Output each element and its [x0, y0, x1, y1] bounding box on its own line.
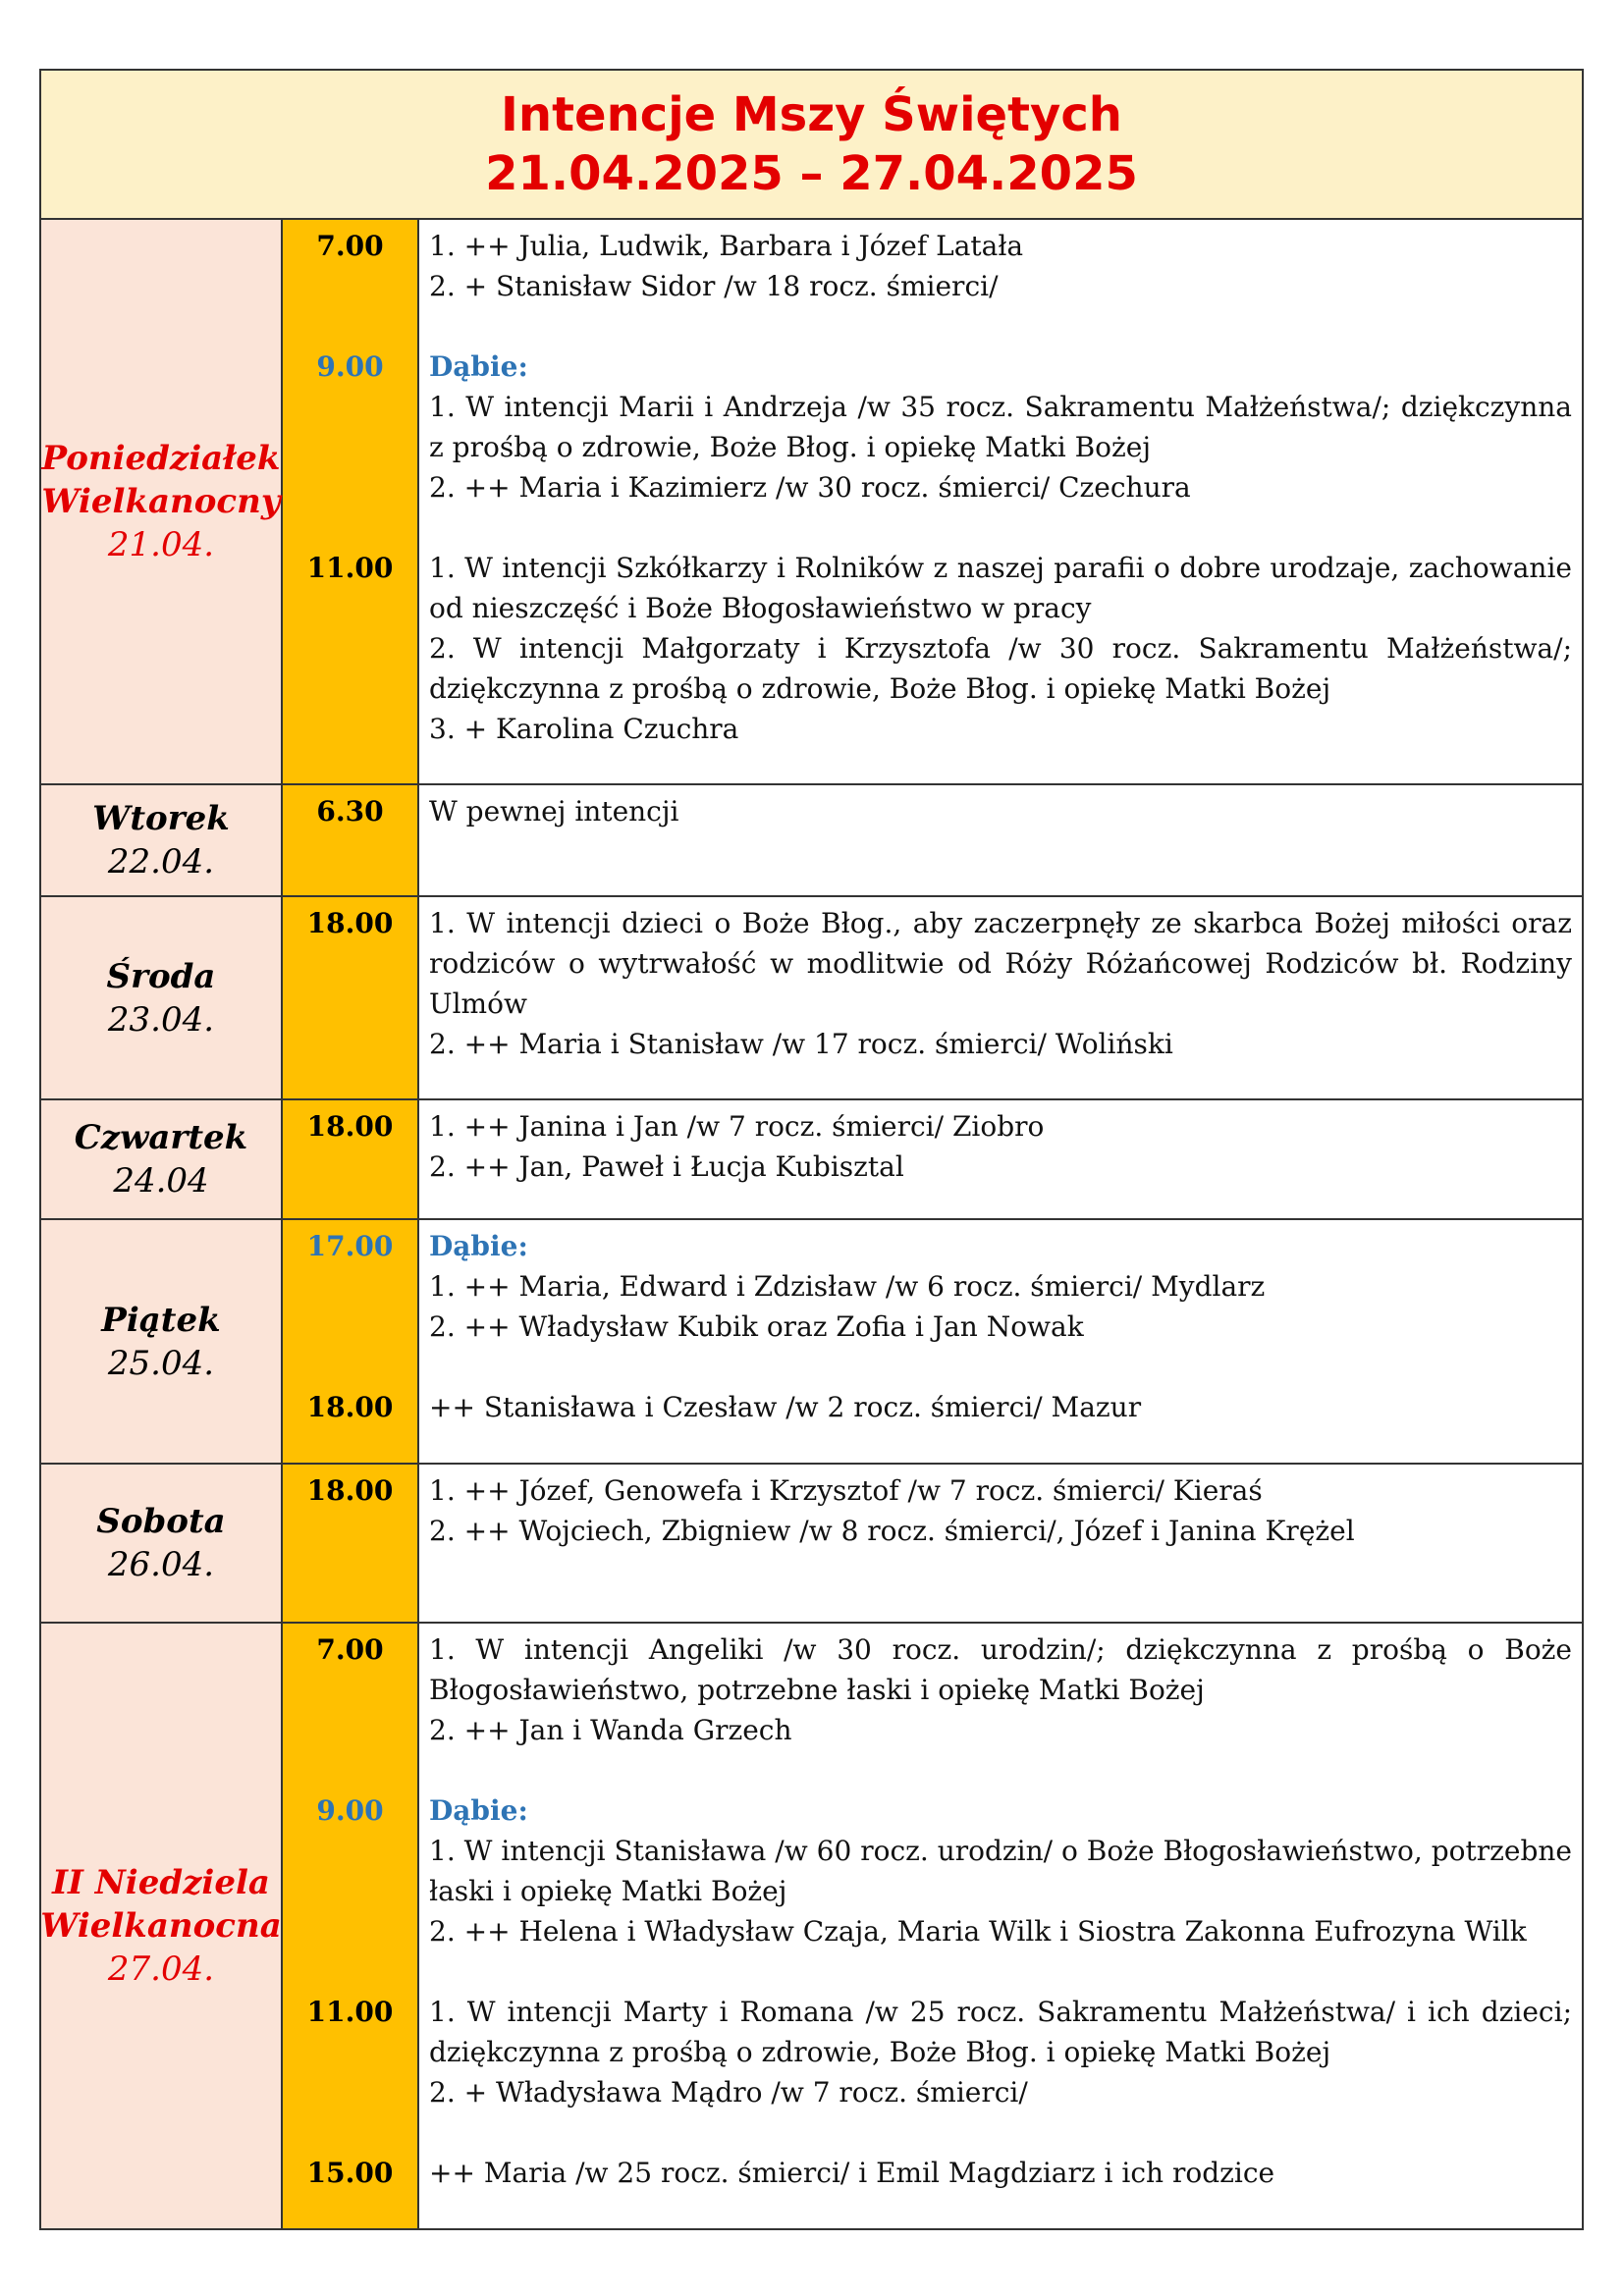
intention-line: 1. W intencji Marty i Romana /w 25 rocz. Sakramentu Małżeństwa/ i ich dzieci; dziękczynna z prośbą o zdrowie, Boże Błog. i opiekę Matki Bożej [429, 1996, 1572, 2068]
intention-group [429, 347, 1572, 507]
time-slot [283, 1387, 417, 1427]
day-cell [41, 897, 283, 1098]
intention-line: 1. W intencji Angeliki /w 30 rocz. urodzin/; dziękczynna z prośbą o Boże Błogosławieństwo, potrzebne łaski i opiekę Matki Bożej [429, 1633, 1572, 1706]
day-name: Wtorek [92, 799, 230, 838]
intention-line: 2. + Stanisław Sidor /w 18 rocz. śmierci/ [429, 270, 999, 302]
intention-line: 3. + Karolina Czuchra [429, 713, 739, 745]
mass-time: 9.00 [316, 350, 384, 383]
intention-line: 1. W intencji dzieci o Boże Błog., aby zaczerpnęły ze skarbca Bożej miłości oraz rodziców o wytrwałość w modlitwie od Róży Różańcowej Rodziców bł. Rodziny Ulmów [429, 907, 1572, 1020]
intention-group [429, 1226, 1572, 1347]
day-date: 27.04. [107, 1949, 215, 1989]
day-cell [41, 785, 283, 895]
mass-time: 9.00 [316, 1794, 384, 1827]
time-slot [283, 1992, 417, 2112]
location-label: Dąbie: [429, 350, 528, 383]
day-row [41, 1220, 1582, 1465]
mass-time: 18.00 [306, 907, 394, 939]
intention-line: 2. ++ Władysław Kubik oraz Zofia i Jan Nowak [429, 1310, 1084, 1343]
day-row [41, 1100, 1582, 1220]
intentions-cell [419, 220, 1582, 783]
times-cell [283, 1220, 419, 1463]
times-cell [283, 785, 419, 895]
intention-group [429, 1629, 1572, 1750]
time-slot [283, 548, 417, 749]
time-slot [283, 347, 417, 507]
intention-line: 1. ++ Józef, Genowefa i Krzysztof /w 7 rocz. śmierci/ Kieraś [429, 1474, 1263, 1507]
intention-group [429, 1106, 1572, 1187]
time-slot [283, 903, 417, 1064]
intention-group [429, 903, 1572, 1064]
day-date: 21.04. [107, 525, 215, 564]
day-cell [41, 1465, 283, 1622]
time-slot [283, 791, 417, 831]
intention-line: 1. ++ Julia, Ludwik, Barbara i Józef Latała [429, 230, 1024, 262]
day-date: 24.04 [113, 1161, 209, 1201]
mass-time: 18.00 [306, 1110, 394, 1143]
intentions-cell [419, 897, 1582, 1098]
day-date: 26.04. [107, 1545, 215, 1584]
mass-time: 7.00 [316, 230, 384, 262]
day-row [41, 897, 1582, 1100]
location-label: Dąbie: [429, 1230, 528, 1262]
day-date: 25.04. [107, 1343, 215, 1383]
day-row [41, 220, 1582, 785]
location-label: Dąbie: [429, 1794, 528, 1827]
mass-intentions-table [39, 69, 1584, 2230]
times-cell [283, 1465, 419, 1622]
time-slot [283, 226, 417, 306]
times-cell [283, 897, 419, 1098]
intention-line: ++ Maria /w 25 rocz. śmierci/ i Emil Magdziarz i ich rodzice [429, 2157, 1275, 2189]
intention-group [429, 1992, 1572, 2112]
intention-group [429, 2153, 1572, 2193]
day-cell [41, 220, 283, 783]
day-date: 23.04. [107, 999, 215, 1040]
mass-time: 18.00 [306, 1391, 394, 1423]
day-name: Środa [106, 956, 216, 996]
intention-line: 2. ++ Maria i Kazimierz /w 30 rocz. śmierci/ Czechura [429, 471, 1191, 504]
intentions-cell [419, 1100, 1582, 1218]
intentions-cell [419, 785, 1582, 895]
day-name: II Niedziela [52, 1863, 270, 1902]
mass-time: 15.00 [306, 2157, 394, 2189]
mass-time: 11.00 [306, 552, 394, 584]
time-slot [283, 1106, 417, 1187]
day-name: Poniedziałek [41, 439, 281, 478]
day-name: Wielkanocna [40, 1906, 282, 1946]
schedule-rows [41, 220, 1582, 2228]
intention-line: 1. W intencji Szkółkarzy i Rolników z naszej parafii o dobre urodzaje, zachowanie od nieszczęść i Boże Błogosławieństwo w pracy [429, 552, 1572, 624]
day-cell [41, 1220, 283, 1463]
intention-line: ++ Stanisława i Czesław /w 2 rocz. śmierci/ Mazur [429, 1391, 1142, 1423]
intention-line: 2. ++ Jan i Wanda Grzech [429, 1714, 792, 1746]
intention-line: 1. W intencji Marii i Andrzeja /w 35 rocz. Sakramentu Małżeństwa/; dziękczynna z prośbą o zdrowie, Boże Błog. i opiekę Matki Bożej [429, 391, 1572, 463]
table-header [41, 71, 1582, 220]
mass-time: 11.00 [306, 1996, 394, 2028]
intentions-cell [419, 1465, 1582, 1622]
day-row [41, 1624, 1582, 2228]
time-slot [283, 1790, 417, 1951]
time-slot [283, 2153, 417, 2193]
intention-line: W pewnej intencji [429, 795, 679, 828]
intention-line: 2. W intencji Małgorzaty i Krzysztofa /w 30 rocz. Sakramentu Małżeństwa/; dziękczynna z prośbą o zdrowie, Boże Błog. i opiekę Matki Bożej [429, 632, 1572, 705]
intention-group [429, 1790, 1572, 1951]
intention-line: 1. W intencji Stanisława /w 60 rocz. urodzin/ o Boże Błogosławieństwo, potrzebne łaski i opiekę Matki Bożej [429, 1835, 1572, 1907]
intention-group [429, 791, 1572, 831]
day-cell [41, 1624, 283, 2228]
day-name: Wielkanocny [41, 482, 281, 521]
day-cell [41, 1100, 283, 1218]
intention-line: 2. ++ Helena i Władysław Czaja, Maria Wilk i Siostra Zakonna Eufrozyna Wilk [429, 1915, 1527, 1948]
times-cell [283, 1624, 419, 2228]
intentions-cell [419, 1220, 1582, 1463]
day-name: Sobota [96, 1502, 226, 1541]
day-row [41, 1465, 1582, 1624]
intention-group [429, 226, 1572, 306]
day-name: Piątek [101, 1300, 221, 1340]
time-slot [283, 1226, 417, 1347]
mass-time: 7.00 [316, 1633, 384, 1666]
intention-group [429, 548, 1572, 749]
times-cell [283, 220, 419, 783]
day-date: 22.04. [107, 842, 215, 881]
day-name: Czwartek [74, 1118, 248, 1157]
day-row [41, 785, 1582, 897]
mass-time: 18.00 [306, 1474, 394, 1507]
intention-group [429, 1470, 1572, 1551]
date-range: 21.04.2025 – 27.04.2025 [485, 146, 1138, 201]
intentions-cell [419, 1624, 1582, 2228]
time-slot [283, 1470, 417, 1551]
mass-time: 17.00 [306, 1230, 394, 1262]
intention-line: 1. ++ Janina i Jan /w 7 rocz. śmierci/ Ziobro [429, 1110, 1045, 1143]
intention-line: 2. ++ Jan, Paweł i Łucja Kubisztal [429, 1150, 904, 1183]
times-cell [283, 1100, 419, 1218]
intention-line: 1. ++ Maria, Edward i Zdzisław /w 6 rocz. śmierci/ Mydlarz [429, 1270, 1266, 1303]
intention-line: 2. ++ Wojciech, Zbigniew /w 8 rocz. śmierci/, Józef i Janina Krężel [429, 1515, 1355, 1547]
intention-line: 2. ++ Maria i Stanisław /w 17 rocz. śmierci/ Woliński [429, 1028, 1173, 1060]
intention-group [429, 1387, 1572, 1427]
page-title: Intencje Mszy Świętych [501, 87, 1122, 142]
mass-time: 6.30 [316, 795, 384, 828]
intention-line: 2. + Władysława Mądro /w 7 rocz. śmierci/ [429, 2076, 1028, 2109]
time-slot [283, 1629, 417, 1750]
